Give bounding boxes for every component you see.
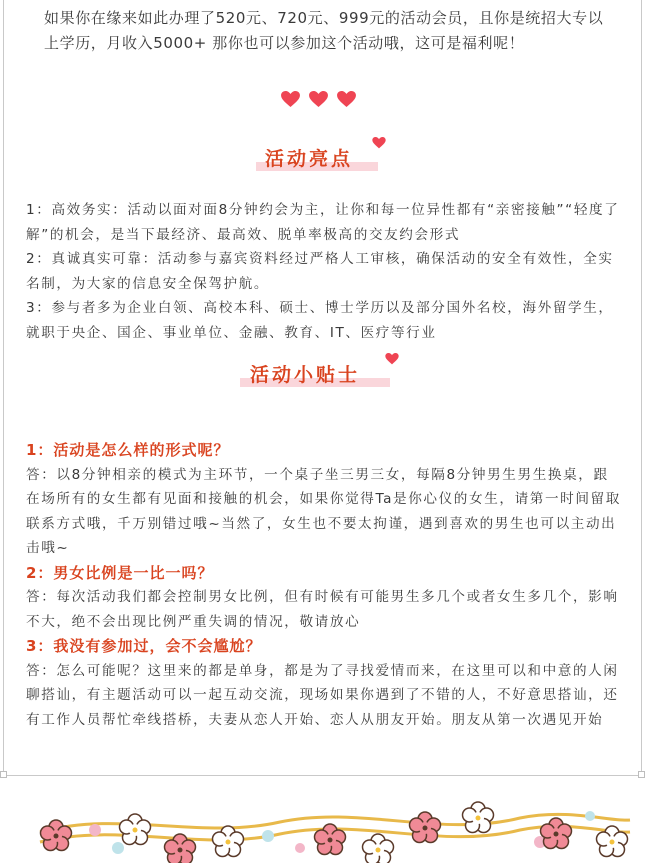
- tip-question: 2：男女比例是一比一吗？: [26, 563, 214, 582]
- highlight-item: 2：真诚真实可靠：活动参与嘉宾资料经过严格人工审核，确保活动的安全有效性，全实名制，为大家的信息安全保驾护航。: [26, 251, 614, 292]
- tip-answer: 答：每次活动我们都会控制男女比例，但有时候有可能男生多几个或者女生多几个，影响不大，绝不会出现比例严重失调的情况，敬请放心: [26, 589, 619, 630]
- heart-icon: [281, 91, 300, 108]
- highlights-title: 活动亮点: [265, 148, 354, 170]
- tips-title: 活动小贴士: [250, 364, 361, 386]
- highlight-item: 3：参与者多为企业白领、高校本科、硕士、博士学历以及部分国外名校，海外留学生，就职于央企、国企、事业单位、金融、教育、IT、医疗等行业: [26, 300, 614, 341]
- heart-icon: [309, 91, 328, 108]
- frame-corner-right: [638, 771, 645, 778]
- tip-answer: 答：以8分钟相亲的模式为主环节，一个桌子坐三男三女，每隔8分钟男生男生换桌，跟在场所有的女生都有见面和接触的机会，如果你觉得Ta是你心仪的女生，请第一时间留取联系方式哦，千万别错过哦~当然了，女生也不要太拘谨，遇到喜欢的男生也可以主动出击哦~: [26, 466, 621, 556]
- heart-divider: [281, 91, 356, 108]
- heart-icon: [385, 353, 399, 365]
- heart-icon: [337, 91, 356, 108]
- tip-question: 1：活动是怎么样的形式呢？: [26, 441, 230, 459]
- flower-decoration: [0, 790, 647, 863]
- highlight-item: 1：高效务实：活动以面对面8分钟约会为主，让你和每一位异性都有“亲密接触”“轻度了解”的机会，是当下最经济、最高效、脱单率极高的交友约会形式: [26, 202, 620, 243]
- tip-answer: 答：怎么可能呢？这里来的都是单身，都是为了寻找爱情而来，在这里可以和中意的人闲聊搭讪，有主题活动可以一起互动交流，现场如果你遇到了不错的人，不好意思搭讪，还有工作人员帮忙牵线搭桥，夫妻从恋人开始、恋人从朋友开始。朋友从第一次遇见开始: [26, 662, 619, 728]
- tip-question: 3：我没有参加过，会不会尴尬？: [26, 637, 262, 655]
- tips-list: [26, 438, 622, 732]
- intro-paragraph: 如果你在缘来如此办理了520元、720元、999元的活动会员，且你是统招大专以上学历，月收入5000+ 那你也可以参加这个活动哦，这可是福利呢！: [44, 9, 604, 52]
- frame-corner-left: [0, 771, 7, 778]
- heart-icon: [372, 137, 386, 149]
- highlights-list: [26, 198, 622, 345]
